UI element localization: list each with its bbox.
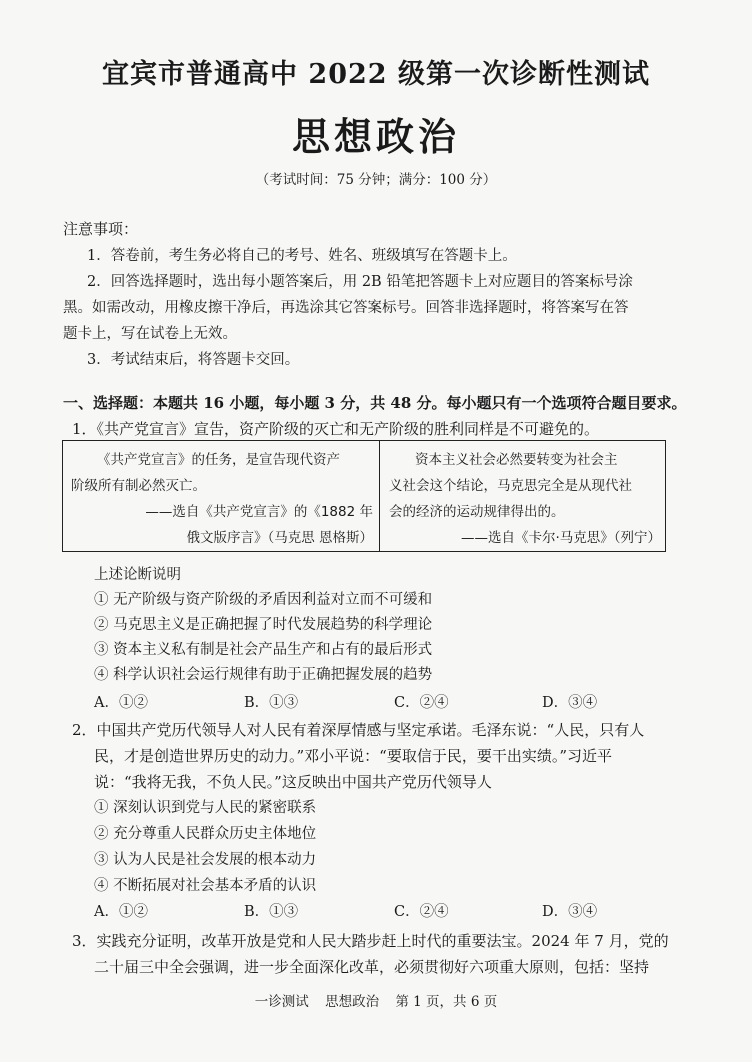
q2-choice-a[interactable]: A．①② (94, 904, 148, 920)
q1-right-quote (389, 447, 661, 551)
q1-left-quote (71, 447, 373, 551)
footer-exam: 一诊测试 (254, 994, 309, 1010)
page-footer (0, 990, 752, 1010)
q1-option-1: ① 无产阶级与资产阶级的矛盾因利益对立而不可缓和 (94, 592, 433, 608)
quote-divider (379, 441, 380, 551)
q2-option-4: ④ 不断拓展对社会基本矛盾的认识 (94, 878, 317, 894)
q2-choice-b[interactable]: B．①③ (244, 904, 299, 920)
q1-choice-c[interactable]: C．②④ (394, 695, 449, 711)
notice-item-2-cont: 黑。如需改动，用橡皮擦干净后，再选涂其它答案标号。回答非选择题时，将答案写在答 (63, 300, 629, 316)
q1-choice-b[interactable]: B．①③ (244, 695, 299, 711)
right-quote-line-3: 会的经济的运动规律得出的。 (389, 504, 565, 520)
q2-option-3: ③ 认为人民是社会发展的根本动力 (94, 852, 317, 868)
q1-stem: 1．《共产党宣言》宣告，资产阶级的灭亡和无产阶级的胜利同样是不可避免的。 (72, 420, 600, 438)
q3-stem-line-2: 二十届三中全会强调，进一步全面深化改革，必须贯彻好六项重大原则，包括：坚持 (94, 958, 650, 976)
left-quote-source-2: 俄文版序言》（马克思 恩格斯） (186, 530, 373, 546)
q2-choice-d[interactable]: D．③④ (542, 904, 598, 920)
q1-option-3: ③ 资本主义私有制是社会产品生产和占有的最后形式 (94, 642, 433, 658)
q2-stem-line-2: 民，才是创造世界历史的动力。”邓小平说：“要取信于民，要干出实绩。”习近平 (94, 747, 613, 765)
q1-lead: 上述论断说明 (94, 567, 181, 583)
subject-title: 思想政治 (291, 114, 460, 159)
q2-choice-c[interactable]: C．②④ (394, 904, 449, 920)
footer-page: 第 1 页，共 6 页 (395, 994, 498, 1010)
q1-quote-table (62, 440, 666, 552)
q1-choice-d[interactable]: D．③④ (542, 695, 598, 711)
right-quote-source: ——选自《卡尔·马克思》（列宁） (460, 530, 661, 546)
section-title-choice: 一、选择题：本题共 16 小题，每小题 3 分，共 48 分。每小题只有一个选项符合题目要求。 (63, 394, 687, 412)
exam-title: 宜宾市普通高中 2022 级第一次诊断性测试 (102, 59, 650, 90)
right-quote-line-2: 义社会这个结论，马克思完全是从现代社 (389, 478, 632, 494)
q1-choice-a[interactable]: A．①② (94, 695, 148, 711)
right-quote-line-1: 资本主义社会必然要转变为社会主 (415, 452, 618, 468)
q2-stem-line-1: 2．中国共产党历代领导人对人民有着深厚情感与坚定承诺。毛泽东说：“人民，只有人 (72, 721, 645, 739)
notice-item-2: 2．回答选择题时，选出每小题答案后，用 2B 铅笔把答题卡上对应题目的答案标号涂 (87, 274, 633, 290)
footer-subject: 思想政治 (325, 994, 380, 1010)
q2-option-1: ① 深刻认识到党与人民的紧密联系 (94, 800, 317, 816)
q1-option-2: ② 马克思主义是正确把握了时代发展趋势的科学理论 (94, 617, 433, 633)
q2-stem-line-3: 说：“我将无我，不负人民。”这反映出中国共产党历代领导人 (94, 773, 492, 791)
notice-title: 注意事项： (63, 220, 139, 238)
notice-item-2-end: 题卡上，写在试卷上无效。 (63, 326, 237, 342)
q1-option-4: ④ 科学认识社会运行规律有助于正确把握发展的趋势 (94, 667, 433, 683)
notice-item-1: 1．答卷前，考生务必将自己的考号、姓名、班级填写在答题卡上。 (87, 248, 517, 264)
left-quote-source-1: ——选自《共产党宣言》的《1882 年 (145, 504, 373, 520)
notice-item-3: 3．考试结束后，将答题卡交回。 (87, 352, 300, 368)
q2-option-2: ② 充分尊重人民群众历史主体地位 (94, 826, 317, 842)
left-quote-line-2: 阶级所有制必然灭亡。 (71, 478, 206, 494)
q3-stem-line-1: 3．实践充分证明，改革开放是党和人民大踏步赶上时代的重要法宝。2024 年 7 月，党的 (72, 932, 669, 950)
left-quote-line-1: 《共产党宣言》的任务，是宣告现代资产 (97, 452, 340, 468)
exam-info: （考试时间：75 分钟；满分：100 分） (255, 172, 497, 188)
